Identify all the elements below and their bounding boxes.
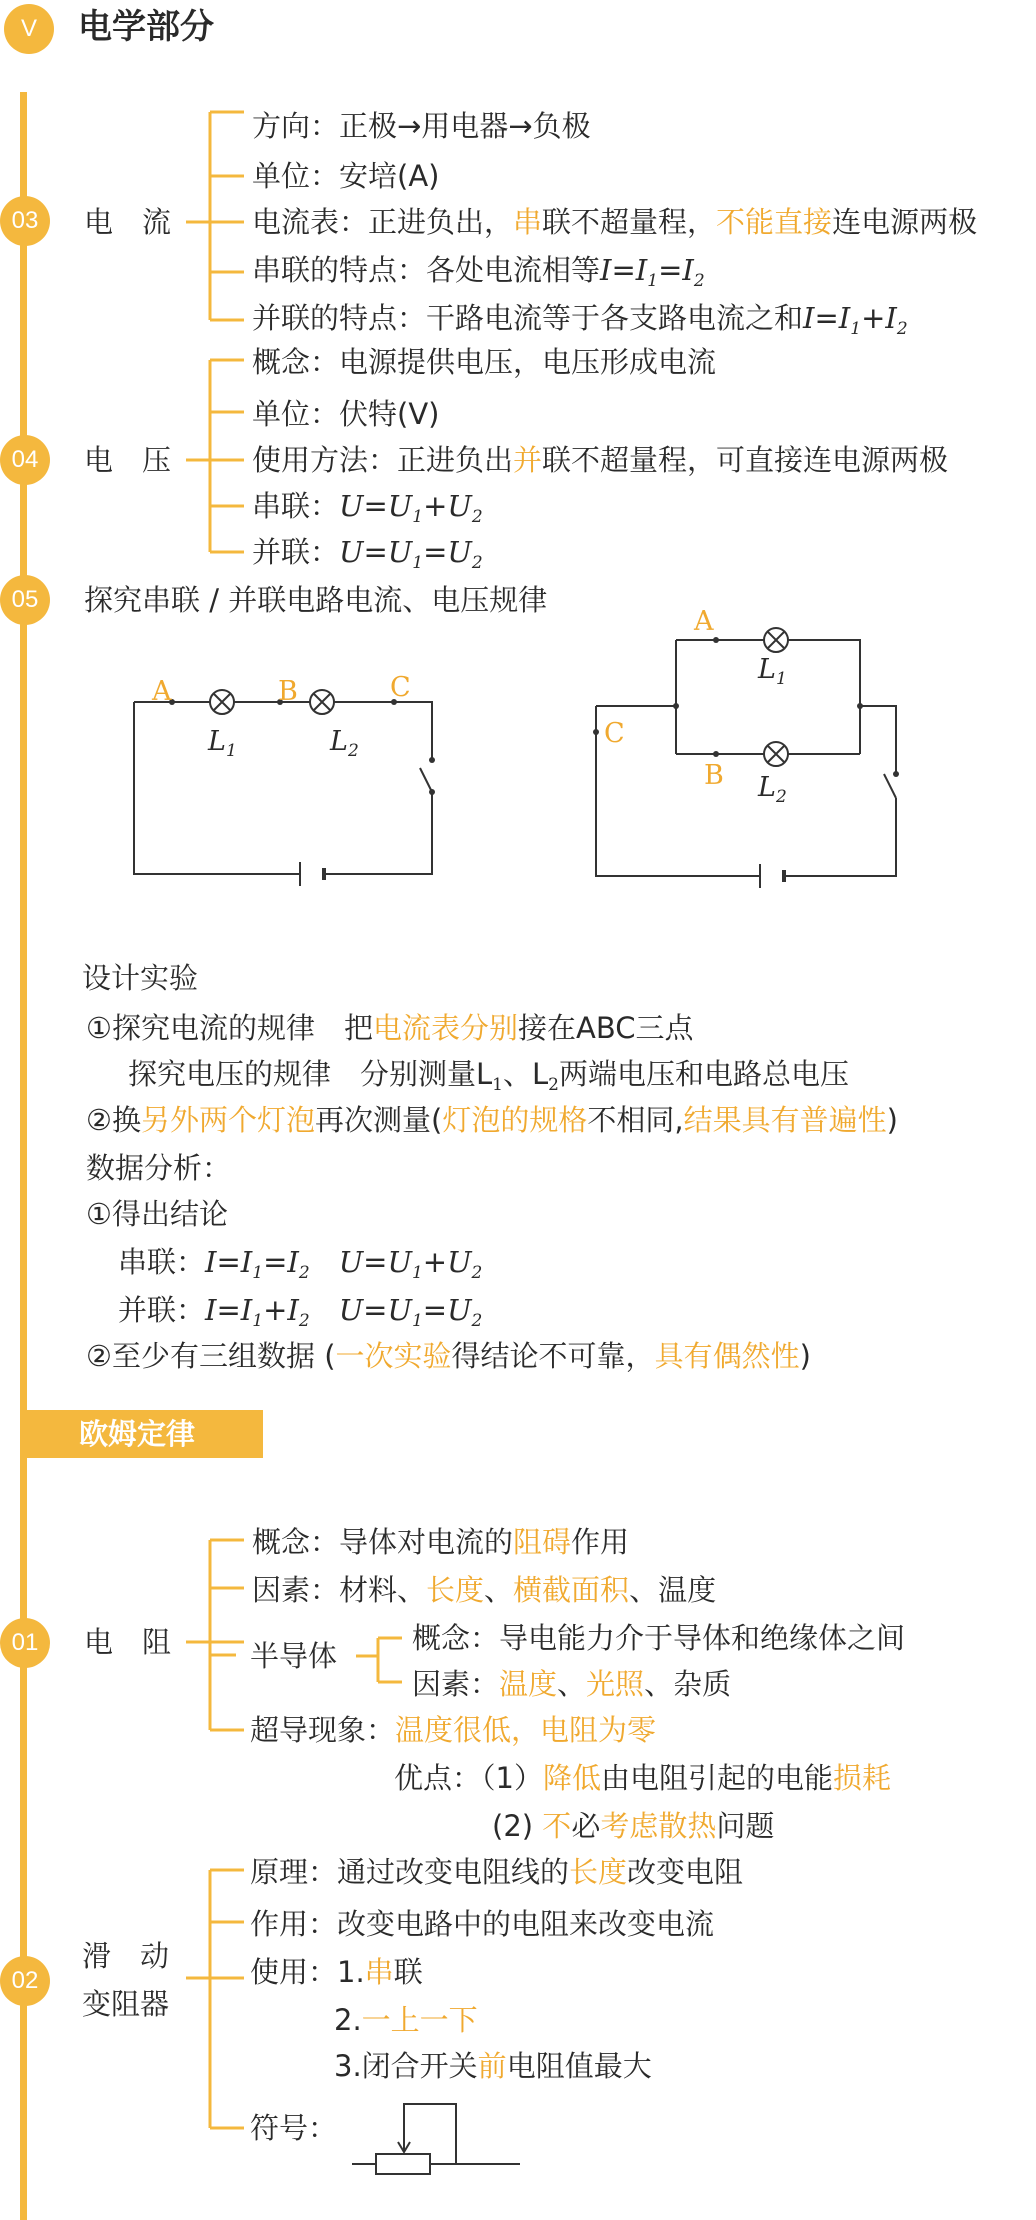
design-line-3: ②换另外两个灯泡再次测量(灯泡的规格不相同,结果具有普遍性) [86,1103,898,1137]
badge-02: 02 [0,1956,50,2006]
rheostat-label-1: 滑 动 [82,1939,170,1973]
superconductivity: 超导现象：温度很低，电阻为零 [250,1713,657,1747]
voltage-usage: 使用方法：正进负出并联不超量程，可直接连电源两极 [252,443,949,477]
rheostat-symbol-label: 符号： [250,2111,338,2145]
semiconductor-concept: 概念：导电能力介于导体和绝缘体之间 [412,1621,906,1655]
design-line-2: 探究电压的规律 分别测量$L_1$、$L_2$两端电压和电路总电压 [128,1057,850,1095]
analysis-title: 数据分析： [86,1151,232,1185]
parallel-lamp-l1: $L_1$ [758,654,787,689]
current-label: 电 流 [84,205,172,239]
analysis-parallel: 并联：$I=I_1+I_2$ $U=U_1=U_2$ [118,1293,483,1331]
rheostat-usage-1: 使用：1.串联 [250,1955,423,1989]
resistance-label: 电 阻 [84,1625,172,1659]
semiconductor-label: 半导体 [250,1639,338,1673]
current-unit: 单位：安培(A) [252,159,440,193]
design-title: 设计实验 [82,961,199,995]
design-line-1: ①探究电流的规律 把电流表分别接在ABC三点 [86,1011,694,1045]
current-parallel: 并联的特点：干路电流等于各支路电流之和$I=I_1+I_2$ [252,301,908,339]
current-direction: 方向：正极→用电器→负极 [252,109,591,143]
series-lamp-l2: $L_2$ [330,726,359,761]
badge-05: 05 [0,575,50,625]
resistance-concept: 概念：导体对电流的阻碍作用 [252,1525,630,1559]
series-point-a: A [152,676,172,707]
rheostat-principle: 原理：通过改变电阻线的长度改变电阻 [250,1855,744,1889]
series-point-b: B [278,676,298,707]
rheostat-label-2: 变阻器 [82,1987,170,2021]
voltage-label: 电 压 [84,443,172,477]
advantage-2: (2) 不必考虑散热问题 [492,1809,775,1843]
series-point-c: C [390,672,411,703]
section-badge: V [4,4,54,54]
voltage-concept: 概念：电源提供电压，电压形成电流 [252,345,717,379]
rheostat-usage-2: 2.一上一下 [334,2003,478,2037]
parallel-point-a: A [694,606,714,637]
explore-title: 探究串联 / 并联电路电流、电压规律 [84,583,548,617]
badge-03: 03 [0,196,50,246]
parallel-point-c: C [604,718,625,749]
badge-01: 01 [0,1618,50,1668]
voltage-series: 串联：$U=U_1+U_2$ [252,489,483,527]
parallel-lamp-l2: $L_2$ [758,772,787,807]
parallel-circuit-diagram [580,620,920,900]
ohm-law-heading: 欧姆定律 [25,1410,263,1458]
parallel-point-b: B [704,760,724,791]
rheostat-usage-3: 3.闭合开关前电阻值最大 [334,2049,652,2083]
rheostat-function: 作用：改变电路中的电阻来改变电流 [250,1907,715,1941]
page-title: 电学部分 [78,7,214,47]
analysis-series: 串联：$I=I_1=I_2$ $U=U_1+U_2$ [118,1245,483,1283]
voltage-parallel: 并联：$U=U_1=U_2$ [252,535,483,573]
voltage-unit: 单位：伏特(V) [252,397,440,431]
series-lamp-l1: $L_1$ [208,726,237,761]
current-series: 串联的特点：各处电流相等$I=I_1=I_2$ [252,253,705,291]
advantage-1: 优点：（1）降低由电阻引起的电能损耗 [394,1761,891,1795]
rheostat-symbol-icon [350,2100,530,2180]
analysis-line-4: ②至少有三组数据 (一次实验得结论不可靠，具有偶然性) [86,1339,811,1373]
current-ammeter: 电流表：正进负出，串联不超量程，不能直接连电源两极 [252,205,978,239]
resistance-factors: 因素：材料、长度、横截面积、温度 [252,1573,717,1607]
semiconductor-factors: 因素：温度、光照、杂质 [412,1667,732,1701]
badge-04: 04 [0,435,50,485]
analysis-line-1: ①得出结论 [86,1197,228,1231]
